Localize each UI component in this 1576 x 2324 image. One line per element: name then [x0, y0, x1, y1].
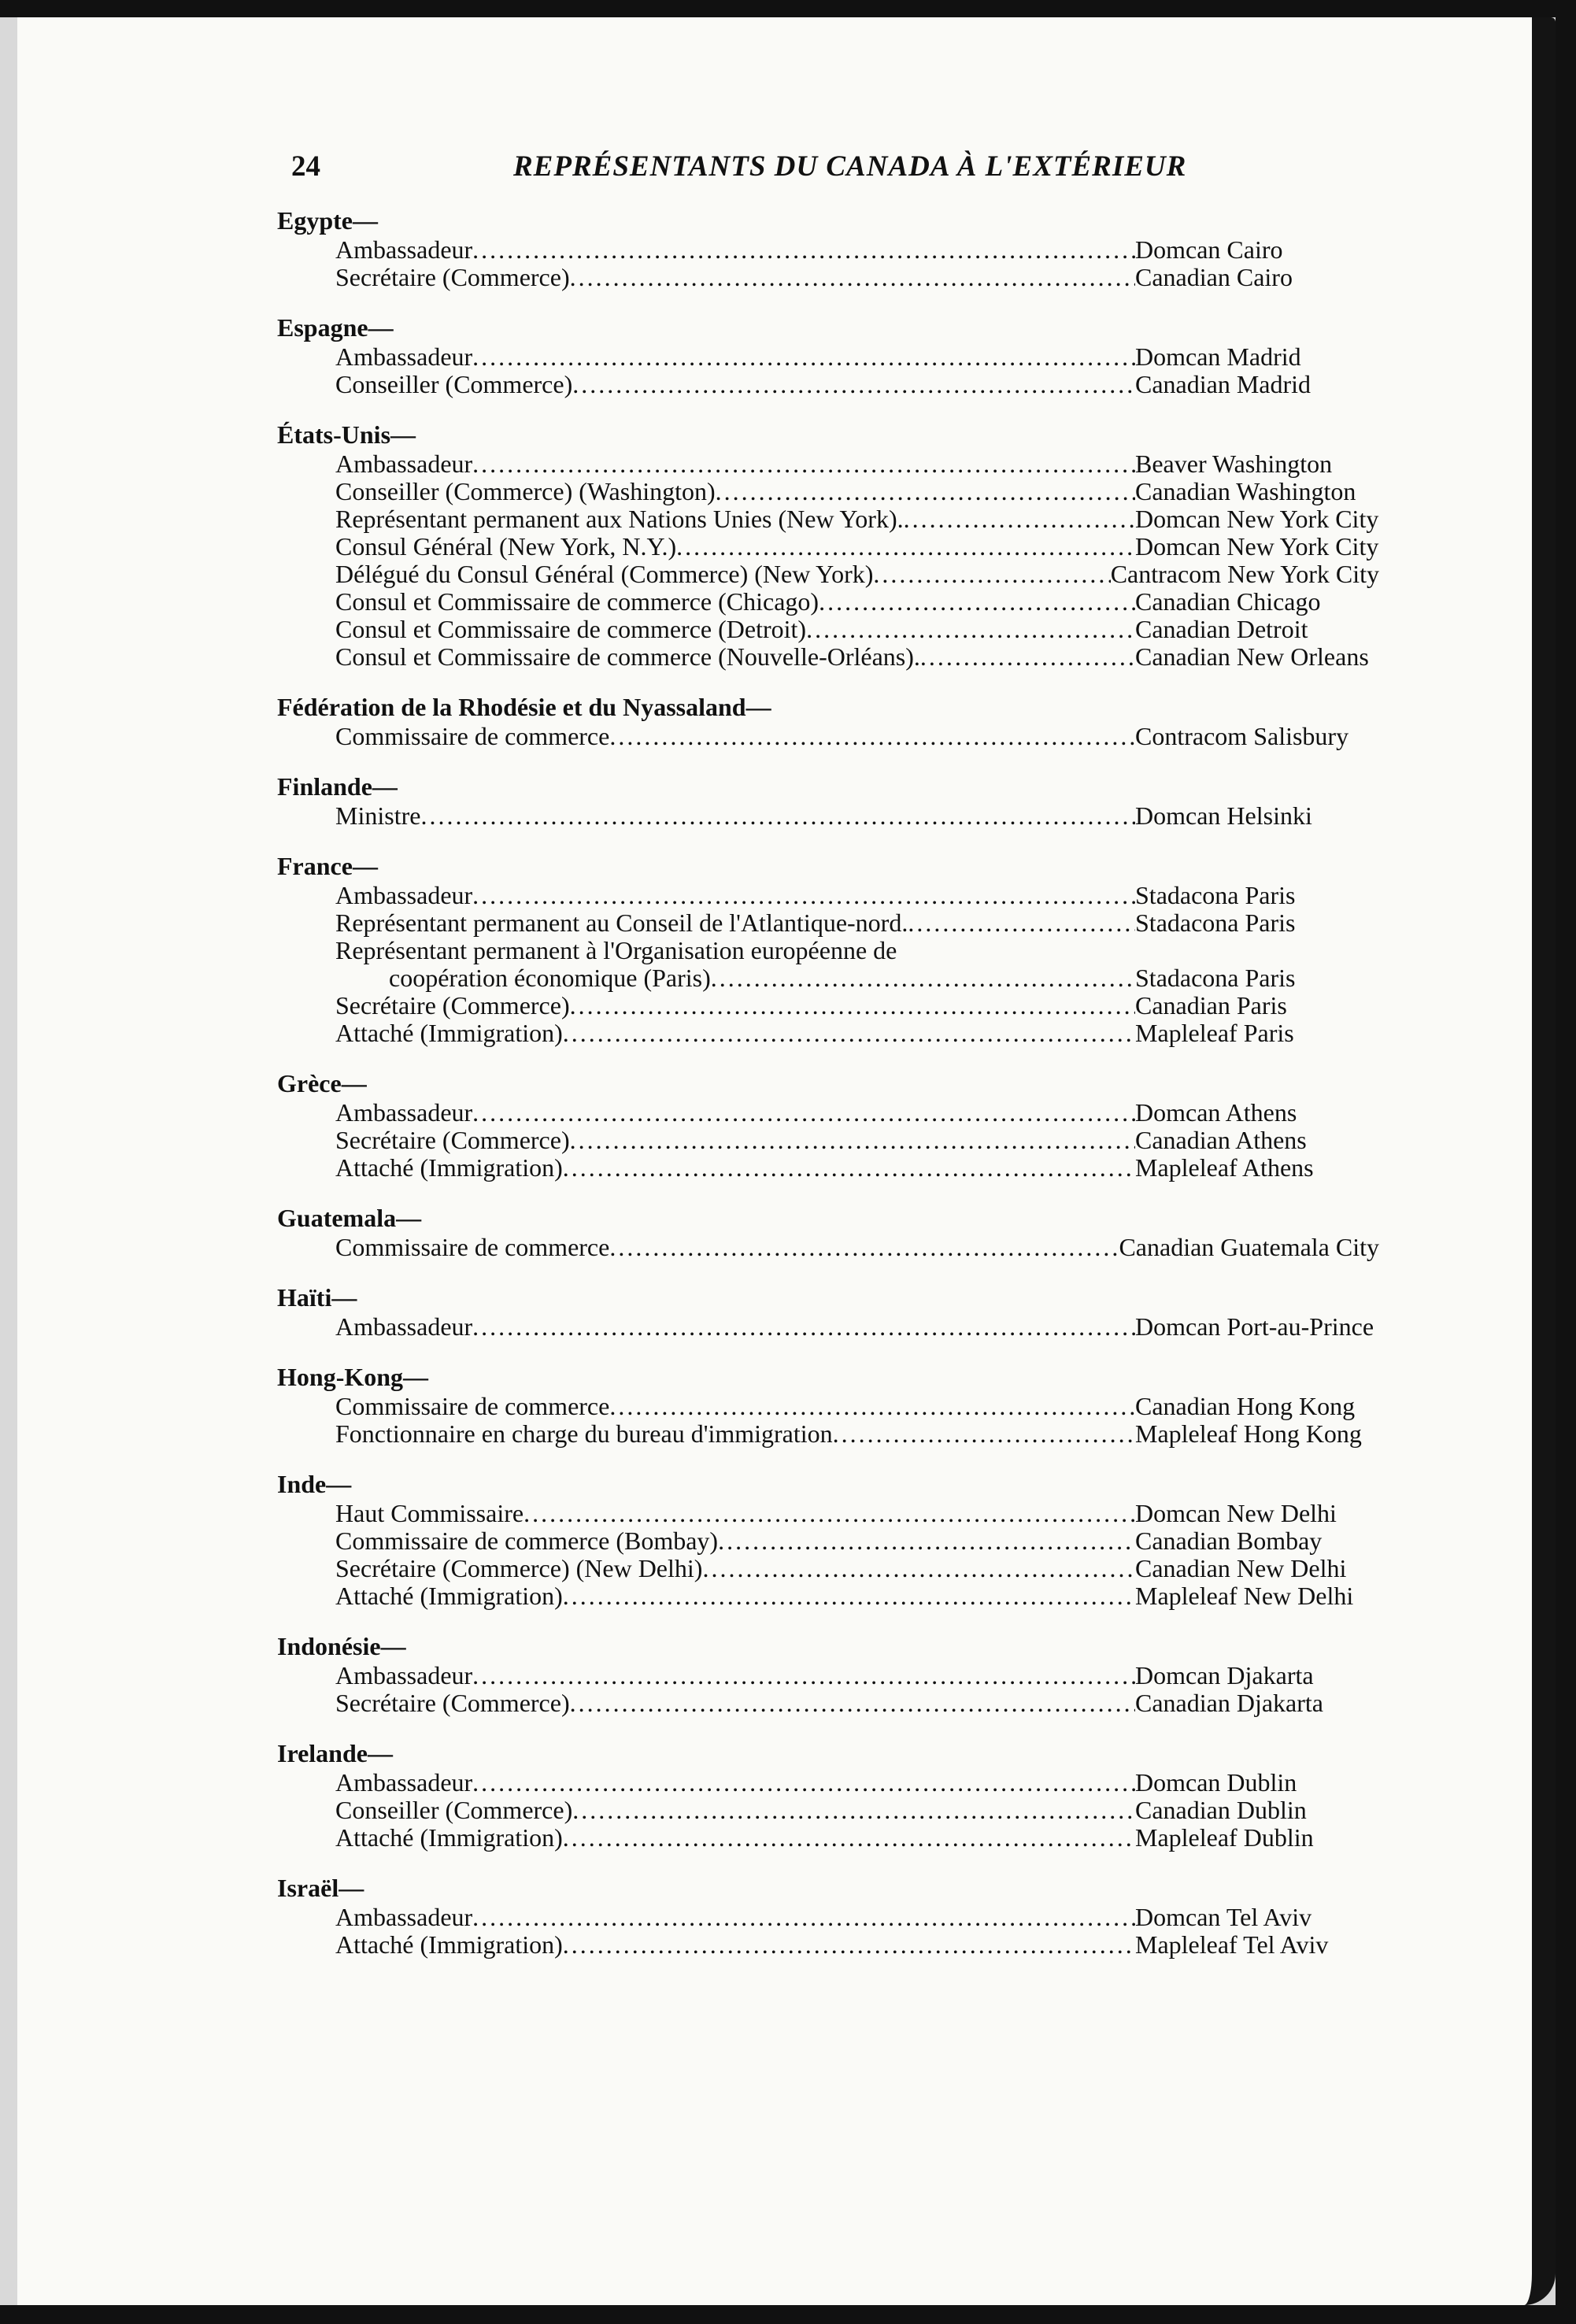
position-title: Conseiller (Commerce) — [335, 371, 573, 398]
entry-title-cell — [335, 1420, 1135, 1448]
country-section — [277, 205, 1379, 291]
representative-entry — [277, 1127, 1379, 1154]
dot-leader — [920, 643, 1135, 671]
entry-title-cell — [335, 478, 1135, 505]
position-title: Secrétaire (Commerce) — [335, 992, 570, 1020]
dot-leader — [563, 1824, 1135, 1852]
representative-entry — [277, 909, 1379, 937]
country-heading: Espagne— — [277, 313, 394, 342]
position-title: Ambassadeur — [335, 450, 473, 478]
dot-leader — [716, 478, 1135, 505]
telegraphic-address: Canadian Guatemala City — [1119, 1233, 1379, 1261]
position-title: Secrétaire (Commerce) — [335, 264, 570, 291]
representative-entry — [277, 236, 1379, 264]
entry-title-cell — [335, 992, 1135, 1020]
dot-leader — [472, 1313, 1135, 1341]
representative-entry — [277, 616, 1379, 643]
representative-entry — [277, 1555, 1379, 1582]
entry-title-cell — [335, 1662, 1135, 1689]
dot-leader — [563, 1020, 1135, 1047]
dot-leader — [676, 533, 1135, 561]
entry-title-cell — [335, 1769, 1135, 1797]
country-section — [277, 771, 1379, 830]
dot-leader — [570, 992, 1135, 1020]
position-title: Ambassadeur — [335, 1769, 473, 1797]
dot-leader — [711, 964, 1135, 992]
representatives-list — [277, 205, 1379, 1979]
dot-leader — [609, 1234, 1119, 1261]
position-title: Consul et Commissaire de commerce (Chicago) — [335, 588, 819, 616]
representative-entry — [277, 1824, 1379, 1852]
telegraphic-address: Mapleleaf New Delhi — [1135, 1582, 1354, 1610]
dot-leader — [609, 1393, 1135, 1420]
entry-title-cell — [335, 1824, 1135, 1852]
representative-entry — [277, 505, 1379, 533]
representative-entry — [277, 1769, 1379, 1797]
dot-leader — [472, 450, 1135, 478]
dot-leader — [806, 616, 1135, 643]
country-heading: Grèce— — [277, 1069, 367, 1097]
position-title: Consul Général (New York, N.Y.) — [335, 533, 677, 561]
telegraphic-address: Canadian Detroit — [1135, 615, 1308, 643]
telegraphic-address: Canadian Paris — [1135, 991, 1287, 1020]
telegraphic-address: Cantracom New York City — [1110, 560, 1379, 588]
representative-entry — [277, 1527, 1379, 1555]
entry-title-cell — [335, 236, 1135, 264]
telegraphic-address: Canadian Washington — [1135, 477, 1356, 505]
representative-entry — [277, 1689, 1379, 1717]
position-title: coopération économique (Paris) — [389, 964, 711, 992]
telegraphic-address: Domcan Tel Aviv — [1135, 1903, 1312, 1931]
telegraphic-address: Domcan Helsinki — [1135, 801, 1312, 830]
telegraphic-address: Domcan Athens — [1135, 1098, 1297, 1127]
representative-entry — [277, 964, 1379, 992]
telegraphic-address: Mapleleaf Tel Aviv — [1135, 1930, 1329, 1959]
position-title: Consul et Commissaire de commerce (Detroit) — [335, 616, 807, 643]
position-title: Commissaire de commerce — [335, 723, 610, 750]
position-title: Attaché (Immigration) — [335, 1154, 563, 1182]
dot-leader — [472, 236, 1135, 264]
entry-title-cell — [335, 1797, 1135, 1824]
entry-title-cell — [335, 616, 1135, 643]
page-number: 24 — [291, 150, 320, 183]
representative-entry — [277, 533, 1379, 561]
dot-leader — [523, 1500, 1135, 1527]
representative-entry — [277, 937, 1379, 964]
country-section — [277, 1630, 1379, 1717]
position-title: Secrétaire (Commerce) — [335, 1689, 570, 1717]
position-title: Conseiller (Commerce) (Washington) — [335, 478, 716, 505]
country-heading: Hong-Kong— — [277, 1363, 429, 1391]
telegraphic-address: Mapleleaf Athens — [1135, 1153, 1314, 1182]
telegraphic-address: Canadian New Orleans — [1135, 642, 1369, 671]
telegraphic-address: Domcan Djakarta — [1135, 1661, 1314, 1689]
position-title: Commissaire de commerce — [335, 1393, 610, 1420]
representative-entry — [277, 1500, 1379, 1527]
position-title: Commissaire de commerce — [335, 1234, 610, 1261]
representative-entry — [277, 371, 1379, 398]
representative-entry — [277, 992, 1379, 1020]
telegraphic-address: Stadacona Paris — [1135, 964, 1296, 992]
entry-title-cell — [335, 533, 1135, 561]
representative-entry — [277, 643, 1379, 671]
country-section — [277, 1202, 1379, 1261]
entry-title-cell — [335, 505, 1135, 533]
scan-border-top — [0, 0, 1576, 17]
position-title: Commissaire de commerce (Bombay) — [335, 1527, 719, 1555]
telegraphic-address: Domcan Port-au-Prince — [1135, 1312, 1374, 1341]
position-title: Ambassadeur — [335, 1099, 473, 1127]
scan-border-right — [1556, 0, 1576, 2324]
dot-leader — [472, 1662, 1135, 1689]
dot-leader — [570, 1689, 1135, 1717]
representative-entry — [277, 1154, 1379, 1182]
dot-leader — [420, 802, 1135, 830]
telegraphic-address: Canadian Djakarta — [1135, 1689, 1323, 1717]
entry-title-cell — [335, 1527, 1135, 1555]
position-title: Ambassadeur — [335, 1904, 473, 1931]
telegraphic-address: Canadian Athens — [1135, 1126, 1307, 1154]
telegraphic-address: Stadacona Paris — [1135, 909, 1296, 937]
position-title: Délégué du Consul Général (Commerce) (New York) — [335, 561, 874, 588]
entry-title-cell — [335, 1313, 1135, 1341]
representative-entry — [277, 1797, 1379, 1824]
entry-title-cell — [335, 371, 1135, 398]
representative-entry — [277, 264, 1379, 291]
country-section — [277, 1872, 1379, 1959]
dot-leader — [472, 882, 1135, 909]
position-title: Représentant permanent aux Nations Unies (New York). — [335, 505, 904, 533]
entry-title-cell — [335, 1555, 1135, 1582]
country-heading: Inde— — [277, 1470, 352, 1498]
telegraphic-address: Mapleleaf Paris — [1135, 1019, 1294, 1047]
position-title: Ambassadeur — [335, 882, 473, 909]
representative-entry — [277, 1662, 1379, 1689]
representative-entry — [277, 343, 1379, 371]
position-title: Ambassadeur — [335, 1662, 473, 1689]
telegraphic-address: Contracom Salisbury — [1135, 722, 1349, 750]
dot-leader — [572, 371, 1135, 398]
entry-title-cell — [335, 1127, 1135, 1154]
representative-entry — [277, 723, 1379, 750]
representative-entry — [277, 1582, 1379, 1610]
dot-leader — [702, 1555, 1135, 1582]
telegraphic-address: Canadian Cairo — [1135, 263, 1293, 291]
entry-title-cell — [335, 909, 1135, 937]
telegraphic-address: Mapleleaf Dublin — [1135, 1823, 1314, 1852]
position-title: Secrétaire (Commerce) — [335, 1127, 570, 1154]
dot-leader — [873, 561, 1110, 588]
entry-title-cell — [335, 1099, 1135, 1127]
entry-title-cell — [335, 1020, 1135, 1047]
dot-leader — [472, 1769, 1135, 1797]
entry-title-cell — [335, 882, 1135, 909]
country-section — [277, 312, 1379, 398]
telegraphic-address: Stadacona Paris — [1135, 881, 1296, 909]
representative-entry — [277, 802, 1379, 830]
position-title: Ambassadeur — [335, 343, 473, 371]
country-heading: Haïti— — [277, 1283, 357, 1312]
dot-leader — [472, 343, 1135, 371]
entry-title-cell — [335, 561, 1111, 588]
representative-entry — [277, 1904, 1379, 1931]
entry-title-cell — [335, 1500, 1135, 1527]
representative-entry — [277, 588, 1379, 616]
position-title: Fonctionnaire en charge du bureau d'immigration — [335, 1420, 833, 1448]
position-title: Secrétaire (Commerce) (New Delhi) — [335, 1555, 703, 1582]
dot-leader — [563, 1931, 1135, 1959]
entry-title-cell — [335, 643, 1135, 671]
representative-entry — [277, 1020, 1379, 1047]
country-section — [277, 850, 1379, 1047]
dot-leader — [563, 1582, 1135, 1610]
dot-leader — [472, 1904, 1135, 1931]
entry-title-cell — [389, 964, 1135, 992]
dot-leader — [563, 1154, 1135, 1182]
entry-title-cell — [335, 1931, 1135, 1959]
country-heading: Guatemala— — [277, 1204, 422, 1232]
telegraphic-address: Domcan New York City — [1135, 505, 1379, 533]
country-heading: Fédération de la Rhodésie et du Nyassaland— — [277, 693, 771, 721]
dot-leader — [833, 1420, 1135, 1448]
entry-title-cell — [335, 937, 1135, 964]
entry-title-cell — [335, 450, 1135, 478]
running-title: REPRÉSENTANTS DU CANADA À L'EXTÉRIEUR — [513, 150, 1187, 183]
page-header — [277, 145, 1300, 192]
entry-title-cell — [335, 723, 1135, 750]
telegraphic-address: Domcan Madrid — [1135, 342, 1301, 371]
position-title: Attaché (Immigration) — [335, 1020, 563, 1047]
position-title: Haut Commissaire — [335, 1500, 524, 1527]
country-section — [277, 691, 1379, 750]
country-section — [277, 1068, 1379, 1182]
representative-entry — [277, 1420, 1379, 1448]
scan-border-bottom — [0, 2305, 1576, 2324]
telegraphic-address: Canadian Madrid — [1135, 370, 1311, 398]
country-section — [277, 1282, 1379, 1341]
country-section — [277, 1361, 1379, 1448]
dot-leader — [819, 588, 1135, 616]
position-title: Représentant permanent au Conseil de l'Atlantique-nord. — [335, 909, 908, 937]
telegraphic-address: Canadian New Delhi — [1135, 1554, 1347, 1582]
telegraphic-address: Beaver Washington — [1135, 450, 1333, 478]
representative-entry — [277, 1099, 1379, 1127]
dot-leader — [904, 505, 1135, 533]
representative-entry — [277, 1313, 1379, 1341]
dot-leader — [570, 1127, 1135, 1154]
country-heading: France— — [277, 852, 378, 880]
position-title: Consul et Commissaire de commerce (Nouvelle-Orléans). — [335, 643, 920, 671]
position-title: Ministre — [335, 802, 421, 830]
dot-leader — [609, 723, 1135, 750]
representative-entry — [277, 1234, 1379, 1261]
dot-leader — [908, 909, 1135, 937]
country-heading: Israël— — [277, 1874, 364, 1902]
entry-title-cell — [335, 264, 1135, 291]
country-section — [277, 1468, 1379, 1610]
entry-title-cell — [335, 1904, 1135, 1931]
representative-entry — [277, 882, 1379, 909]
country-section — [277, 419, 1379, 671]
entry-title-cell — [335, 1689, 1135, 1717]
dot-leader — [472, 1099, 1135, 1127]
telegraphic-address: Canadian Hong Kong — [1135, 1392, 1356, 1420]
representative-entry — [277, 1393, 1379, 1420]
telegraphic-address: Domcan Dublin — [1135, 1768, 1297, 1797]
representative-entry — [277, 450, 1379, 478]
entry-title-cell — [335, 1582, 1135, 1610]
country-heading: Egypte— — [277, 206, 378, 235]
position-title: Attaché (Immigration) — [335, 1582, 563, 1610]
entry-title-cell — [335, 802, 1135, 830]
country-heading: Irelande— — [277, 1739, 393, 1767]
dot-leader — [570, 264, 1135, 291]
country-heading: Indonésie— — [277, 1632, 406, 1660]
representative-entry — [277, 478, 1379, 505]
dot-leader — [718, 1527, 1135, 1555]
representative-entry — [277, 1931, 1379, 1959]
position-title: Conseiller (Commerce) — [335, 1797, 573, 1824]
position-title: Attaché (Immigration) — [335, 1824, 563, 1852]
country-heading: États-Unis— — [277, 420, 416, 449]
telegraphic-address: Canadian Bombay — [1135, 1527, 1323, 1555]
entry-title-cell — [335, 1234, 1119, 1261]
position-title: Ambassadeur — [335, 236, 473, 264]
position-title: Représentant permanent à l'Organisation européenne de — [335, 937, 897, 964]
entry-title-cell — [335, 588, 1135, 616]
representative-entry — [277, 561, 1379, 588]
telegraphic-address: Canadian Chicago — [1135, 587, 1321, 616]
telegraphic-address: Canadian Dublin — [1135, 1796, 1307, 1824]
position-title: Ambassadeur — [335, 1313, 473, 1341]
telegraphic-address: Mapleleaf Hong Kong — [1135, 1419, 1362, 1448]
country-heading: Finlande— — [277, 772, 398, 801]
dot-leader — [897, 937, 1135, 964]
telegraphic-address: Domcan New Delhi — [1135, 1499, 1337, 1527]
entry-title-cell — [335, 343, 1135, 371]
entry-title-cell — [335, 1393, 1135, 1420]
dot-leader — [572, 1797, 1135, 1824]
position-title: Attaché (Immigration) — [335, 1931, 563, 1959]
telegraphic-address: Domcan Cairo — [1135, 235, 1283, 264]
telegraphic-address: Domcan New York City — [1135, 532, 1379, 561]
entry-title-cell — [335, 1154, 1135, 1182]
country-section — [277, 1737, 1379, 1852]
